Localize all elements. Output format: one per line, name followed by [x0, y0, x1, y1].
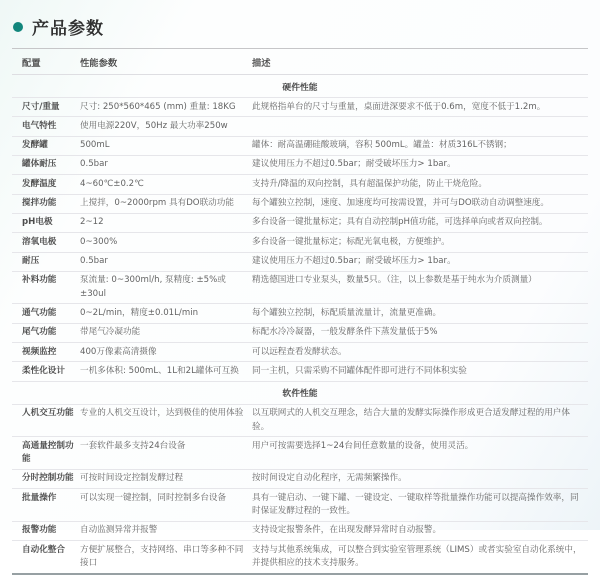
row-desc-cell: 此规格指单台的尺寸与重量，桌面进深要求不低于0.6m，宽度不低于1.2m。 [252, 101, 546, 112]
row-param-cell: 一套软件最多支持24台设备 [80, 440, 186, 451]
table-row [12, 541, 588, 575]
row-param-cell: 0~2L/min，精度±0.01L/min [80, 307, 199, 318]
section-header: 硬件性能 [12, 75, 588, 98]
row-config-cell: 发酵罐 [22, 140, 48, 151]
row-desc-cell: 用户可按需要选择1~24台间任意数量的设备，使用灵活。 [252, 440, 474, 451]
table-row [12, 304, 588, 323]
product-params-table [12, 48, 588, 575]
row-desc-cell: 多台设备一键批量标定；标配光氧电极，方便维护。 [252, 236, 450, 247]
row-param-cell: 一机多体积: 500mL、1L和2L罐体可互换 [80, 365, 239, 376]
row-desc-cell: 标配水冷冷凝器，一般发酵条件下蒸发量低于5% [252, 327, 438, 338]
row-param-cell: 0~300% [80, 236, 118, 247]
row-desc-cell: 每个罐独立控制，标配质量流量计，流量更准确。 [252, 307, 442, 318]
table-header-row [12, 49, 588, 75]
column-header-config: 配置 [22, 58, 41, 69]
row-param-cell: 自动监测异常并报警 [80, 525, 158, 536]
page-title: 产品参数 [32, 19, 104, 39]
table-row [12, 324, 588, 343]
row-desc-cell: 以互联网式的人机交互理念，结合大量的发酵实际操作形成更合适发酵过程的用户体验。 [252, 408, 570, 432]
row-config-cell: 高通量控制功能 [22, 440, 74, 465]
row-param-cell: 可按时间设定控制发酵过程 [80, 473, 184, 484]
row-config-cell: 搅拌功能 [22, 198, 57, 209]
row-param-cell: 4~60℃±0.2℃ [80, 178, 144, 189]
row-desc-cell: 建议使用压力不超过0.5bar；耐受破坏压力> 1bar。 [252, 159, 456, 170]
row-desc-cell: 精选德国进口专业泵头，数量5只。（注，以上参数是基于纯水为介质测量） [252, 275, 537, 286]
row-config-cell: 自动化整合 [22, 544, 65, 555]
row-param-cell: 400万像素高清摄像 [80, 346, 157, 357]
row-config-cell: 尺寸/重量 [22, 101, 60, 112]
row-desc-cell: 按时间设定自动化程序，无需频繁操作。 [252, 473, 407, 484]
page-title-row [0, 0, 600, 40]
row-desc-cell: 具有一键启动、一键下罐、一键设定、一键取样等批量操作功能可以提高操作效率，同时保证发酵过程的一致性。 [252, 492, 579, 517]
table-row [12, 195, 588, 214]
row-config-cell: 尾气功能 [22, 327, 57, 338]
row-desc-cell: 支持设定报警条件，在出现发酵异常时自动报警。 [252, 525, 442, 536]
row-param-cell: 使用电源220V，50Hz 最大功率250w [80, 120, 228, 131]
row-config-cell: 补料功能 [22, 275, 57, 286]
column-header-param: 性能参数 [80, 58, 118, 69]
row-config-cell: 耐压 [22, 256, 40, 266]
row-config-cell: 分时控制功能 [22, 473, 74, 484]
row-desc-cell: 支持与其他系统集成，可以整合到实验室管理系统（LIMS）或者实验室自动化系统中，并提供相应的技术支持服务。 [252, 544, 582, 568]
table-row [12, 489, 588, 522]
row-param-cell: 0.5bar [80, 256, 108, 266]
row-config-cell: 批量操作 [22, 492, 57, 503]
row-param-cell: 泵流量: 0~300ml/h, 泵精度: ±5%或±30ul [80, 275, 226, 299]
table-row [12, 233, 588, 252]
row-config-cell: 溶氧电极 [22, 236, 57, 247]
row-config-cell: 发酵温度 [22, 178, 57, 189]
row-desc-cell: 多台设备一键批量标定；具有自动控制pH值功能，可选择单向或者双向控制。 [252, 217, 548, 228]
table-row [12, 470, 588, 489]
table-row [12, 214, 588, 233]
table-body [12, 75, 588, 575]
row-config-cell: 电气特性 [22, 120, 57, 131]
row-param-cell: 上搅拌，0~2000rpm 具有DO联动功能 [80, 198, 234, 209]
row-desc-cell: 罐体：耐高温硼硅酸玻璃，容积 500mL。罐盖：材质316L不锈钢； [252, 140, 512, 151]
row-desc-cell [252, 120, 588, 133]
table-row [12, 137, 588, 156]
table-row [12, 117, 588, 136]
row-config-cell: 报警功能 [22, 525, 57, 536]
table-row [12, 253, 588, 272]
row-param-cell: 可以实现一键控制，同时控制多台设备 [80, 492, 227, 503]
table-row [12, 405, 588, 438]
row-config-cell: 视频监控 [22, 346, 57, 357]
row-config-cell: 通气功能 [22, 307, 57, 318]
row-desc-cell: 可以远程查看发酵状态。 [252, 346, 347, 357]
section-header: 软件性能 [12, 382, 588, 405]
row-param-cell: 尺寸: 250*560*465 (mm) 重量: 18KG [80, 101, 236, 112]
table-row [12, 175, 588, 194]
row-desc-cell: 建议使用压力不超过0.5bar；耐受破坏压力> 1bar。 [252, 256, 456, 266]
table-row [12, 437, 588, 470]
row-param-cell: 2~12 [80, 217, 104, 228]
row-config-cell: 罐体耐压 [22, 159, 57, 170]
row-desc-cell: 支持升/降温的双向控制，具有超温保护功能，防止干烧危险。 [252, 178, 487, 189]
row-param-cell: 0.5bar [80, 159, 108, 170]
row-config-cell: 人机交互功能 [22, 408, 74, 419]
table-row [12, 343, 588, 362]
row-config-cell: 柔性化设计 [22, 365, 65, 376]
row-param-cell: 500mL [80, 140, 110, 151]
row-param-cell: 专业的人机交互设计，达到极佳的使用体验 [80, 408, 244, 419]
row-desc-cell: 同一主机，只需采购不同罐体配件即可进行不同体积实验 [252, 365, 467, 376]
table-row [12, 156, 588, 175]
row-config-cell: pH电极 [22, 217, 53, 228]
row-param-cell: 带尾气冷凝功能 [80, 327, 141, 338]
bullet-icon [13, 22, 23, 32]
table-row [12, 272, 588, 305]
column-header-desc: 描述 [252, 58, 271, 69]
table-row [12, 362, 588, 381]
row-param-cell: 方便扩展整合，支持网络、串口等多种不同接口 [80, 544, 244, 568]
table-row [12, 522, 588, 541]
row-desc-cell: 每个罐独立控制，速度、加速度均可按需设置，并可与DO联动自动调整速度。 [252, 198, 549, 209]
table-row [12, 98, 588, 117]
